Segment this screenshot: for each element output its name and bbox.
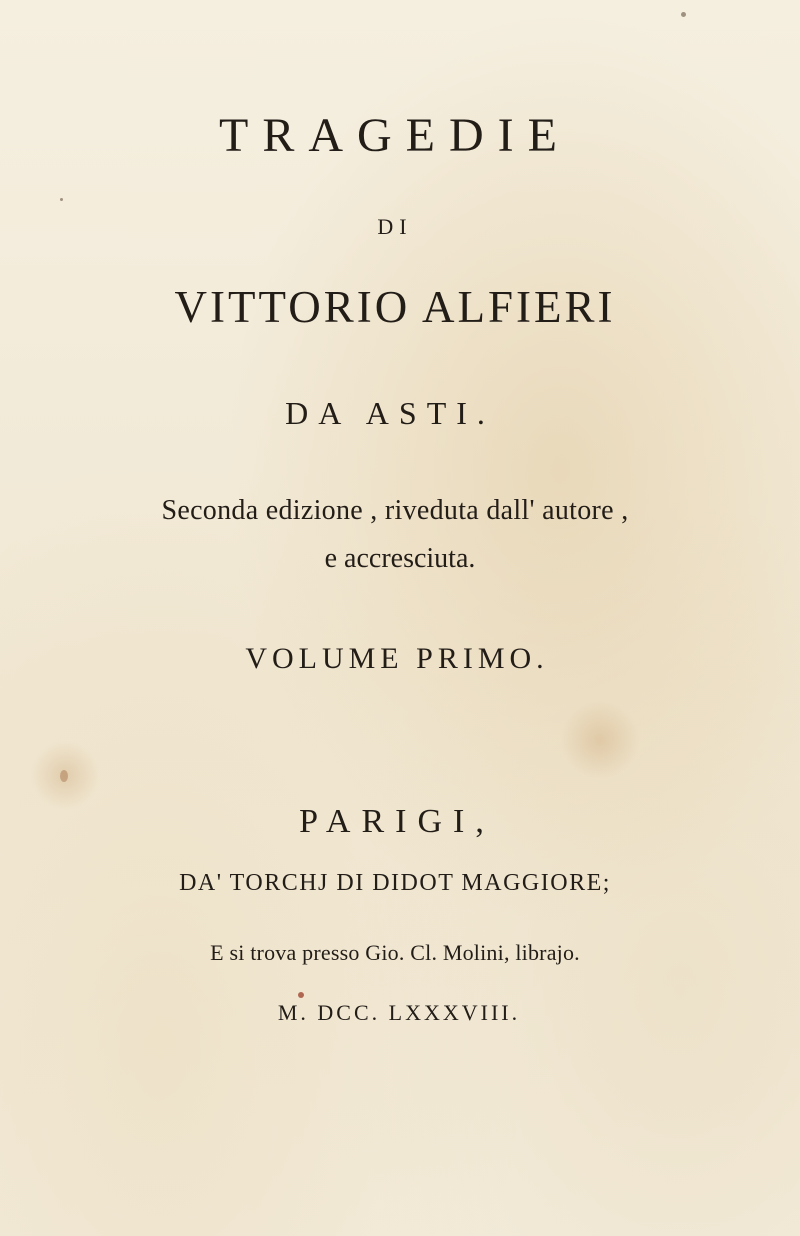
book-title: TRAGEDIE [219, 109, 571, 162]
publication-city: PARIGI, [299, 803, 495, 840]
paper-speck [298, 992, 304, 998]
edition-statement-line-1: Seconda edizione , riveduta dall' autore , [161, 495, 629, 526]
bookseller-statement: E si trova presso Gio. Cl. Molini, librajo. [210, 940, 580, 965]
paper-speck [681, 12, 686, 17]
author-origin: DA ASTI. [285, 395, 495, 431]
author-name: VITTORIO ALFIERI [174, 282, 616, 332]
edition-statement-line-2: e accresciuta. [324, 543, 476, 574]
volume-label: VOLUME PRIMO. [245, 642, 549, 675]
paper-speck [60, 770, 68, 782]
printer-statement: DA' TORCHJ DI DIDOT MAGGIORE; [179, 870, 611, 896]
title-connector: DI [377, 214, 413, 239]
paper-speck [60, 198, 63, 201]
paper-stain [560, 700, 640, 780]
publication-year: M. DCC. LXXXVIII. [277, 1000, 521, 1025]
